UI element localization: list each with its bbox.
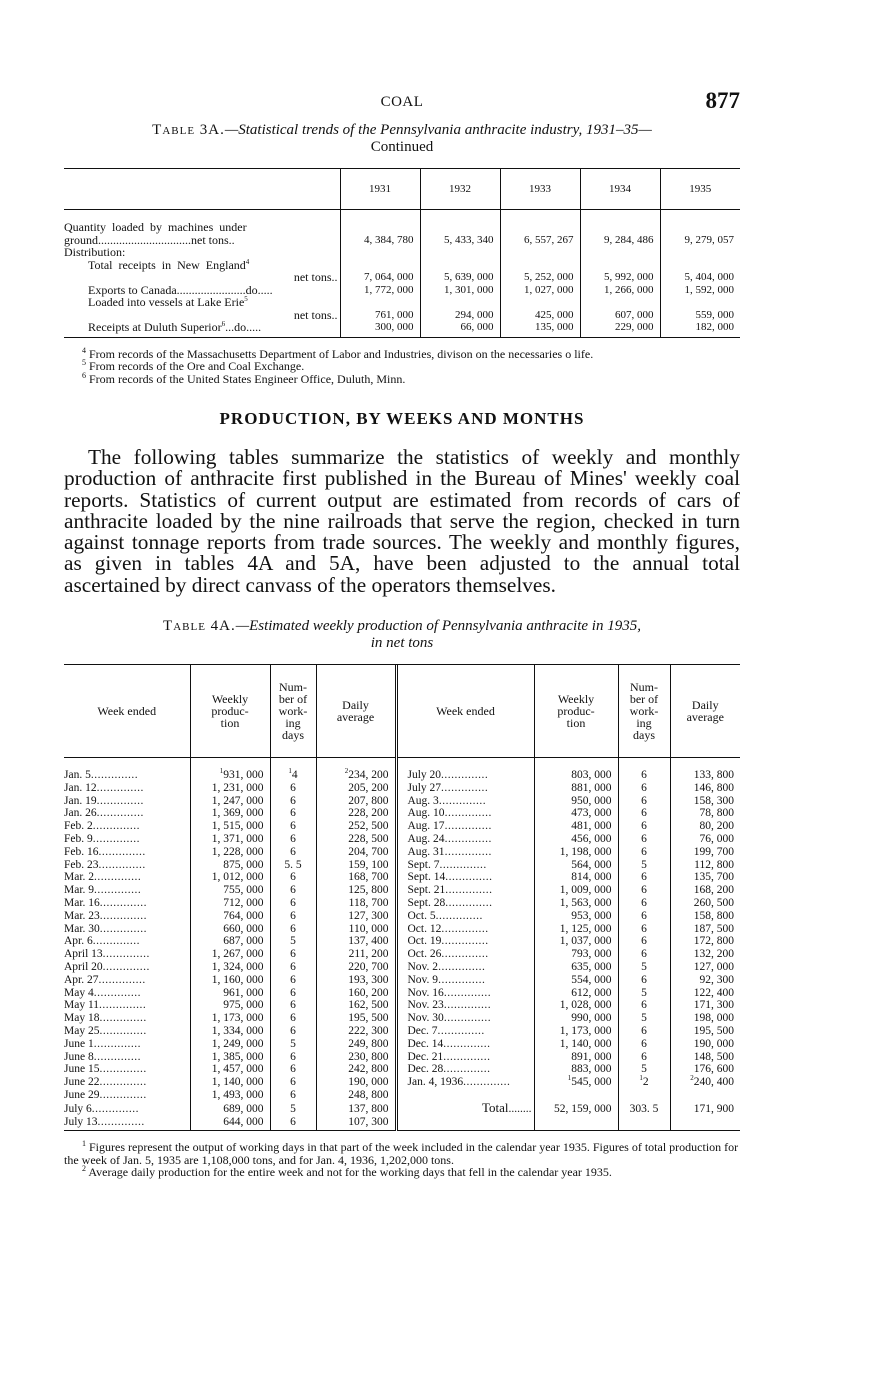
week-ended-cell: Aug. 3.............. — [396, 795, 534, 808]
week-ended-cell: Jan. 12.............. — [64, 781, 144, 794]
table-row — [64, 974, 740, 987]
weekly-production-cell: 1, 249, 000 — [190, 1038, 270, 1051]
week-ended-cell: Mar. 23.............. — [64, 909, 148, 922]
week-ended-cell: July 6.............. — [64, 1102, 140, 1115]
weekly-production-cell: 635, 000 — [534, 961, 618, 974]
daily-average-cell: 190, 000 — [316, 1076, 396, 1089]
table-row — [64, 769, 740, 782]
daily-average-cell: 132, 200 — [670, 948, 740, 961]
table-4a-label: Table 4A. — [163, 618, 236, 635]
daily-average-cell: 135, 700 — [670, 871, 740, 884]
col-daily-average: Daily average — [316, 665, 396, 757]
working-days-cell: 6 — [618, 935, 670, 948]
footnote: $^6$ From records of the United States Engineer Office, Duluth, Minn. — [82, 370, 406, 386]
working-days-cell: 6 — [270, 795, 316, 808]
week-ended-cell: Oct. 26.............. — [396, 948, 534, 961]
working-days-cell: 5 — [618, 1063, 670, 1076]
weekly-production-cell: 1, 009, 000 — [534, 884, 618, 897]
daily-average-cell: 190, 000 — [670, 1038, 740, 1051]
week-ended-cell: Jan. 4, 1936.............. — [396, 1076, 534, 1089]
weekly-production-cell: 660, 000 — [190, 923, 270, 936]
working-days-cell: 6 — [270, 833, 316, 846]
daily-average-cell: 127, 300 — [316, 910, 396, 923]
week-ended-cell: Mar. 9.............. — [64, 884, 142, 897]
working-days-cell: 6 — [618, 948, 670, 961]
table-row: Receipts at Duluth Superior$^6$...do..... 300, 000 66, 000 135, 000 229, 000 182, 000 — [64, 321, 740, 337]
daily-average-cell: 158, 800 — [670, 910, 740, 923]
week-ended-cell: Feb. 2.............. — [64, 820, 140, 833]
working-days-cell: 6 — [270, 1012, 316, 1025]
weekly-production-cell: 1, 563, 000 — [534, 897, 618, 910]
week-ended-cell: Aug. 17.............. — [396, 820, 534, 833]
working-days-cell: 6 — [618, 1051, 670, 1064]
daily-average-cell: 133, 800 — [670, 769, 740, 782]
daily-average-cell: 204, 700 — [316, 846, 396, 859]
weekly-production-cell: 1, 371, 000 — [190, 833, 270, 846]
daily-average-cell: 78, 800 — [670, 807, 740, 820]
weekly-production-cell: 564, 000 — [534, 859, 618, 872]
working-days-cell: 5 — [618, 859, 670, 872]
daily-average-cell: 228, 500 — [316, 833, 396, 846]
col-week-ended: Week ended — [396, 665, 534, 757]
week-ended-cell: Sept. 14.............. — [396, 871, 534, 884]
week-ended-cell: Nov. 30.............. — [396, 1012, 534, 1025]
daily-average-cell: 220, 700 — [316, 961, 396, 974]
working-days-cell: 6 — [618, 974, 670, 987]
table-row — [64, 948, 740, 961]
table-3a — [64, 169, 740, 338]
working-days-cell: 6 — [270, 846, 316, 859]
working-days-cell: 6 — [270, 910, 316, 923]
daily-average-cell: 110, 000 — [316, 923, 396, 936]
table-row — [64, 782, 740, 795]
table-row — [64, 910, 740, 923]
working-days-cell: 6 — [618, 999, 670, 1012]
col-weekly-production: Weekly produc- tion — [534, 665, 618, 757]
weekly-production-cell: 950, 000 — [534, 795, 618, 808]
table-row — [64, 846, 740, 859]
footnote: $^4$ From records of the Massachusetts Department of Labor and Industries, divison on the necessaries o life. — [82, 345, 594, 361]
table-row — [64, 923, 740, 936]
year-header: 1935 — [660, 169, 740, 209]
col-working-days: Num- ber of work- ing days — [618, 665, 670, 757]
working-days-cell: 5 — [618, 1012, 670, 1025]
footnote: $^2$ Average daily production for the entire week and not for the working days that fell in the calendar year 1935. — [82, 1164, 612, 1180]
weekly-production-cell: 1, 012, 000 — [190, 871, 270, 884]
weekly-production-cell: 1, 125, 000 — [534, 923, 618, 936]
week-ended-cell: Apr. 6.............. — [64, 935, 140, 948]
weekly-production-cell: 456, 000 — [534, 833, 618, 846]
working-days-cell: 6 — [618, 1038, 670, 1051]
weekly-production-cell: 990, 000 — [534, 1012, 618, 1025]
working-days-cell: 6 — [270, 1025, 316, 1038]
week-ended-cell: June 8.............. — [64, 1050, 141, 1063]
daily-average-cell: 260, 500 — [670, 897, 740, 910]
table-4a-title-line2: in net tons — [370, 635, 434, 652]
weekly-production-cell: 961, 000 — [190, 987, 270, 1000]
daily-average-cell: 171, 300 — [670, 999, 740, 1012]
daily-average-cell: 230, 800 — [316, 1051, 396, 1064]
week-ended-cell: Jan. 26.............. — [64, 807, 144, 820]
week-ended-cell: Sept. 28.............. — [396, 897, 534, 910]
week-ended-cell: May 25.............. — [64, 1025, 147, 1038]
working-days-cell: 5 — [270, 1102, 316, 1116]
week-ended-cell: Sept. 21.............. — [396, 884, 534, 897]
weekly-production-cell: 1, 385, 000 — [190, 1051, 270, 1064]
daily-average-cell: 195, 500 — [316, 1012, 396, 1025]
weekly-production-cell: 814, 000 — [534, 871, 618, 884]
working-days-cell: 6 — [270, 948, 316, 961]
table-row — [64, 1102, 740, 1116]
footnote: $^5$ From records of the Ore and Coal Exchange. — [82, 358, 305, 373]
daily-average-cell: 146, 800 — [670, 782, 740, 795]
daily-average-cell: 125, 800 — [316, 884, 396, 897]
working-days-cell: 6 — [618, 910, 670, 923]
table-row — [64, 1038, 740, 1051]
working-days-cell: 6 — [270, 1089, 316, 1102]
table-row — [64, 897, 740, 910]
week-ended-cell: Nov. 9.............. — [396, 974, 534, 987]
table-3a-header-row — [64, 169, 740, 209]
week-ended-cell: June 29.............. — [64, 1089, 147, 1101]
week-ended-cell: Mar. 16.............. — [64, 897, 148, 910]
working-days-cell: 6 — [270, 1051, 316, 1064]
weekly-production-cell: 1, 457, 000 — [190, 1063, 270, 1076]
table-row — [64, 795, 740, 808]
table-row: Quantity loaded by machines under ground...............................net tons.. 4, 384, 780 5, 433, 340 6, 557, 267 9, 284, 486 9, 279, 057 — [64, 221, 740, 246]
table-3a-caption — [64, 122, 740, 156]
table-row: Distribution: — [64, 246, 740, 259]
daily-average-cell: 228, 200 — [316, 807, 396, 820]
week-ended-cell: Nov. 16.............. — [396, 987, 534, 1000]
weekly-production-cell: 1, 267, 000 — [190, 948, 270, 961]
working-days-cell: 6 — [270, 782, 316, 795]
week-ended-cell: Feb. 23.............. — [64, 858, 146, 871]
daily-average-cell: 162, 500 — [316, 999, 396, 1012]
year-header: 1932 — [420, 169, 500, 209]
table-row: Loaded into vessels at Lake Erie$^5$ net tons.. 761, 000 294, 000 425, 000 607, 000 559, 000 — [64, 296, 740, 321]
working-days-cell: 5. 5 — [270, 859, 316, 872]
week-ended-cell: Feb. 16.............. — [64, 845, 146, 858]
weekly-production-cell: 1, 160, 000 — [190, 974, 270, 987]
table-4a-footnotes — [64, 1141, 740, 1179]
table-row — [64, 1051, 740, 1064]
weekly-production-cell: 875, 000 — [190, 859, 270, 872]
table-row — [64, 961, 740, 974]
week-ended-cell: Aug. 31.............. — [396, 846, 534, 859]
daily-average-cell: 252, 500 — [316, 820, 396, 833]
weekly-production-cell: 1, 369, 000 — [190, 807, 270, 820]
working-days-cell: 6 — [618, 769, 670, 782]
daily-average-cell: 168, 700 — [316, 871, 396, 884]
week-ended-cell: June 22.............. — [64, 1076, 147, 1089]
body-paragraph: The following tables summarize the statistics of weekly and monthly production of anthracite first published in the Bureau of Mines' weekly coal reports. Statistics of current output are estimated from records of cars of anthracite loaded by the nine railroads that serve the region, checked in turn against tonnage reports from trade sources. The weekly and monthly figures, as given in tables 4A and 5A, have been adjusted to the annual total ascertained by direct canvass of the operators themselves. — [64, 445, 740, 597]
working-days-cell: 6 — [270, 1063, 316, 1076]
daily-average-cell: 122, 400 — [670, 987, 740, 1000]
working-days-cell: 6 — [618, 795, 670, 808]
daily-average-cell: 187, 500 — [670, 923, 740, 936]
week-ended-cell: Oct. 5.............. — [396, 910, 534, 923]
weekly-production-cell: 1, 140, 000 — [534, 1038, 618, 1051]
weekly-production-cell: 953, 000 — [534, 910, 618, 923]
working-days-cell: 6 — [270, 1116, 316, 1131]
daily-average-cell: 158, 300 — [670, 795, 740, 808]
week-ended-cell: April 13.............. — [64, 948, 150, 961]
daily-average-cell: 118, 700 — [316, 897, 396, 910]
weekly-production-cell: 881, 000 — [534, 782, 618, 795]
daily-average-cell: 92, 300 — [670, 974, 740, 987]
daily-average-cell: 107, 300 — [316, 1116, 396, 1131]
page-number: 877 — [705, 88, 740, 113]
daily-average-cell: 207, 800 — [316, 795, 396, 808]
daily-average-cell: 193, 300 — [316, 974, 396, 987]
table-4a-title: —Estimated weekly production of Pennsylvania anthracite in 1935, — [235, 618, 641, 635]
table-row: Total receipts in New England$^4$ net tons.. 7, 064, 000 5, 639, 000 5, 252, 000 5, 992, 000 5, 404, 000 — [64, 259, 740, 284]
weekly-production-cell: 1, 324, 000 — [190, 961, 270, 974]
working-days-cell: 6 — [270, 820, 316, 833]
working-days-cell: 5 — [270, 1038, 316, 1051]
week-ended-cell: July 20.............. — [396, 769, 534, 782]
table-row — [64, 935, 740, 948]
working-days-cell: 6 — [270, 974, 316, 987]
daily-average-cell: 76, 000 — [670, 833, 740, 846]
daily-average-cell: 211, 200 — [316, 948, 396, 961]
daily-average-cell: 176, 600 — [670, 1063, 740, 1076]
daily-average-cell: 137, 400 — [316, 935, 396, 948]
week-ended-cell: Nov. 23.............. — [396, 999, 534, 1012]
table-row — [64, 1116, 740, 1131]
week-ended-cell: Nov. 2.............. — [396, 961, 534, 974]
daily-average-cell: 137, 800 — [316, 1102, 396, 1116]
working-days-cell: 6 — [618, 923, 670, 936]
working-days-cell: 6 — [618, 833, 670, 846]
running-title: COAL — [380, 94, 424, 110]
week-ended-cell: Oct. 19.............. — [396, 935, 534, 948]
week-ended-cell: Oct. 12.............. — [396, 923, 534, 936]
working-days-cell: 6 — [270, 999, 316, 1012]
daily-average-cell: 112, 800 — [670, 859, 740, 872]
weekly-production-cell: 1, 173, 000 — [534, 1025, 618, 1038]
week-ended-cell: July 13.............. — [64, 1116, 190, 1131]
week-ended-cell: Jan. 19.............. — [64, 794, 144, 807]
total-label: Total........ — [396, 1102, 534, 1116]
weekly-production-cell: 1, 028, 000 — [534, 999, 618, 1012]
weekly-production-cell: 1, 334, 000 — [190, 1025, 270, 1038]
weekly-production-cell: 712, 000 — [190, 897, 270, 910]
daily-average-cell: 195, 500 — [670, 1025, 740, 1038]
table-row — [64, 987, 740, 1000]
week-ended-cell: May 18.............. — [64, 1012, 147, 1025]
working-days-cell: 6 — [270, 987, 316, 1000]
daily-average-cell: 80, 200 — [670, 820, 740, 833]
daily-average-cell: 199, 700 — [670, 846, 740, 859]
week-ended-cell: Mar. 30.............. — [64, 922, 148, 935]
working-days-cell: 6 — [618, 846, 670, 859]
table-3a-continued: Continued — [370, 139, 434, 155]
week-ended-cell: Mar. 2.............. — [64, 871, 142, 884]
daily-average-cell: 172, 800 — [670, 935, 740, 948]
weekly-production-cell: 481, 000 — [534, 820, 618, 833]
week-ended-cell: Jan. 5.............. — [64, 769, 139, 782]
table-row — [64, 1012, 740, 1025]
week-ended-cell: Feb. 9.............. — [64, 833, 140, 846]
table-3a-label: Table 3A. — [152, 122, 225, 138]
week-ended-cell: July 27.............. — [396, 782, 534, 795]
table-row — [64, 1089, 740, 1102]
weekly-production-cell: 1, 515, 000 — [190, 820, 270, 833]
daily-average-cell: 205, 200 — [316, 782, 396, 795]
daily-average-cell: 198, 000 — [670, 1012, 740, 1025]
col-weekly-production: Weekly produc- tion — [190, 665, 270, 757]
daily-average-cell: 168, 200 — [670, 884, 740, 897]
working-days-cell: 6 — [270, 897, 316, 910]
total-working-days: 303. 5 — [618, 1102, 670, 1116]
footnote: $^1$ Figures represent the output of working days in that part of the week included in the calendar year 1935. Figures of total production for the week of Jan. 5, 1935 are 1,108,000 tons, and for Jan. 4, 1936, 1,202,000 tons. — [64, 1139, 739, 1167]
weekly-production-cell: 1, 173, 000 — [190, 1012, 270, 1025]
working-days-cell: 5 — [618, 987, 670, 1000]
working-days-cell: 6 — [618, 884, 670, 897]
working-days-cell: 6 — [270, 1076, 316, 1089]
daily-average-cell: 148, 500 — [670, 1051, 740, 1064]
table-3a-title: —Statistical trends of the Pennsylvania anthracite industry, 1931–35— — [224, 122, 652, 138]
week-ended-cell: April 20.............. — [64, 961, 150, 974]
week-ended-cell: June 1.............. — [64, 1037, 141, 1050]
total-daily-average: 171, 900 — [670, 1102, 740, 1116]
col-working-days: Num- ber of work- ing days — [270, 665, 316, 757]
year-header: 1931 — [340, 169, 420, 209]
working-days-cell: $^1$2 — [618, 1076, 670, 1089]
week-ended-cell: Aug. 24.............. — [396, 833, 534, 846]
table-row — [64, 884, 740, 897]
daily-average-cell: 160, 200 — [316, 987, 396, 1000]
week-ended-cell: May 4.............. — [64, 986, 141, 999]
week-ended-cell: Dec. 14.............. — [396, 1038, 534, 1051]
year-header: 1934 — [580, 169, 660, 209]
weekly-production-cell: 1, 140, 000 — [190, 1076, 270, 1089]
working-days-cell: $^1$4 — [270, 769, 316, 782]
table-4a — [64, 665, 740, 1131]
weekly-production-cell: 1, 037, 000 — [534, 935, 618, 948]
table-row — [64, 833, 740, 846]
working-days-cell: 5 — [618, 961, 670, 974]
page-header — [64, 90, 740, 122]
table-row — [64, 807, 740, 820]
table-row: Exports to Canada.......................do..... 1, 772, 000 1, 301, 000 1, 027, 000 1, 266, 000 1, 592, 000 — [64, 284, 740, 297]
daily-average-cell: $^2$240, 400 — [670, 1076, 740, 1089]
weekly-production-cell: 975, 000 — [190, 999, 270, 1012]
week-ended-cell: June 15.............. — [64, 1063, 147, 1076]
weekly-production-cell: 793, 000 — [534, 948, 618, 961]
table-row — [64, 859, 740, 872]
weekly-production-cell: 883, 000 — [534, 1063, 618, 1076]
working-days-cell: 6 — [270, 871, 316, 884]
working-days-cell: 6 — [270, 923, 316, 936]
weekly-production-cell: 891, 000 — [534, 1051, 618, 1064]
daily-average-cell: 249, 800 — [316, 1038, 396, 1051]
weekly-production-cell: 1, 228, 000 — [190, 846, 270, 859]
weekly-production-cell: 1, 493, 000 — [190, 1089, 270, 1102]
week-ended-cell: Sept. 7.............. — [396, 859, 534, 872]
working-days-cell: 6 — [270, 884, 316, 897]
weekly-production-cell: $^1$545, 000 — [534, 1076, 618, 1089]
week-ended-cell: Apr. 27.............. — [64, 973, 146, 986]
weekly-production-cell: 1, 247, 000 — [190, 795, 270, 808]
table-row — [64, 871, 740, 884]
weekly-production-cell: 803, 000 — [534, 769, 618, 782]
daily-average-cell: 159, 100 — [316, 859, 396, 872]
weekly-production-cell: 644, 000 — [190, 1116, 270, 1131]
total-production: 52, 159, 000 — [534, 1102, 618, 1116]
working-days-cell: 6 — [618, 1025, 670, 1038]
week-ended-cell: Dec. 21.............. — [396, 1051, 534, 1064]
working-days-cell: 6 — [618, 820, 670, 833]
weekly-production-cell: 612, 000 — [534, 987, 618, 1000]
table-4a-header-row — [64, 665, 740, 757]
working-days-cell: 6 — [618, 871, 670, 884]
weekly-production-cell: 473, 000 — [534, 807, 618, 820]
daily-average-cell: 222, 300 — [316, 1025, 396, 1038]
table-row — [64, 820, 740, 833]
working-days-cell: 6 — [618, 897, 670, 910]
daily-average-cell: 242, 800 — [316, 1063, 396, 1076]
weekly-production-cell: 687, 000 — [190, 935, 270, 948]
table-row — [64, 999, 740, 1012]
table-row — [64, 1076, 740, 1089]
working-days-cell: 6 — [618, 782, 670, 795]
page — [64, 90, 740, 1179]
daily-average-cell: 127, 000 — [670, 961, 740, 974]
daily-average-cell: 248, 800 — [316, 1089, 396, 1102]
weekly-production-cell: 554, 000 — [534, 974, 618, 987]
col-week-ended: Week ended — [64, 665, 190, 757]
working-days-cell: 6 — [618, 807, 670, 820]
table-4a-caption — [64, 618, 740, 652]
weekly-production-cell: 689, 000 — [190, 1102, 270, 1116]
week-ended-cell: Dec. 28.............. — [396, 1063, 534, 1076]
weekly-production-cell: 764, 000 — [190, 910, 270, 923]
week-ended-cell: Dec. 7.............. — [396, 1025, 534, 1038]
working-days-cell: 5 — [270, 935, 316, 948]
table-row — [64, 1025, 740, 1038]
working-days-cell: 6 — [270, 961, 316, 974]
weekly-production-cell: 1, 231, 000 — [190, 782, 270, 795]
col-daily-average: Daily average — [670, 665, 740, 757]
week-ended-cell: May 11.............. — [64, 999, 147, 1012]
table-3a-footnotes — [64, 345, 740, 386]
week-ended-cell: Aug. 10.............. — [396, 807, 534, 820]
working-days-cell: 6 — [270, 807, 316, 820]
daily-average-cell: $^2$234, 200 — [316, 769, 396, 782]
year-header: 1933 — [500, 169, 580, 209]
weekly-production-cell: $^1$931, 000 — [190, 769, 270, 782]
section-title: PRODUCTION, BY WEEKS AND MONTHS — [219, 409, 585, 428]
weekly-production-cell: 1, 198, 000 — [534, 846, 618, 859]
weekly-production-cell: 755, 000 — [190, 884, 270, 897]
